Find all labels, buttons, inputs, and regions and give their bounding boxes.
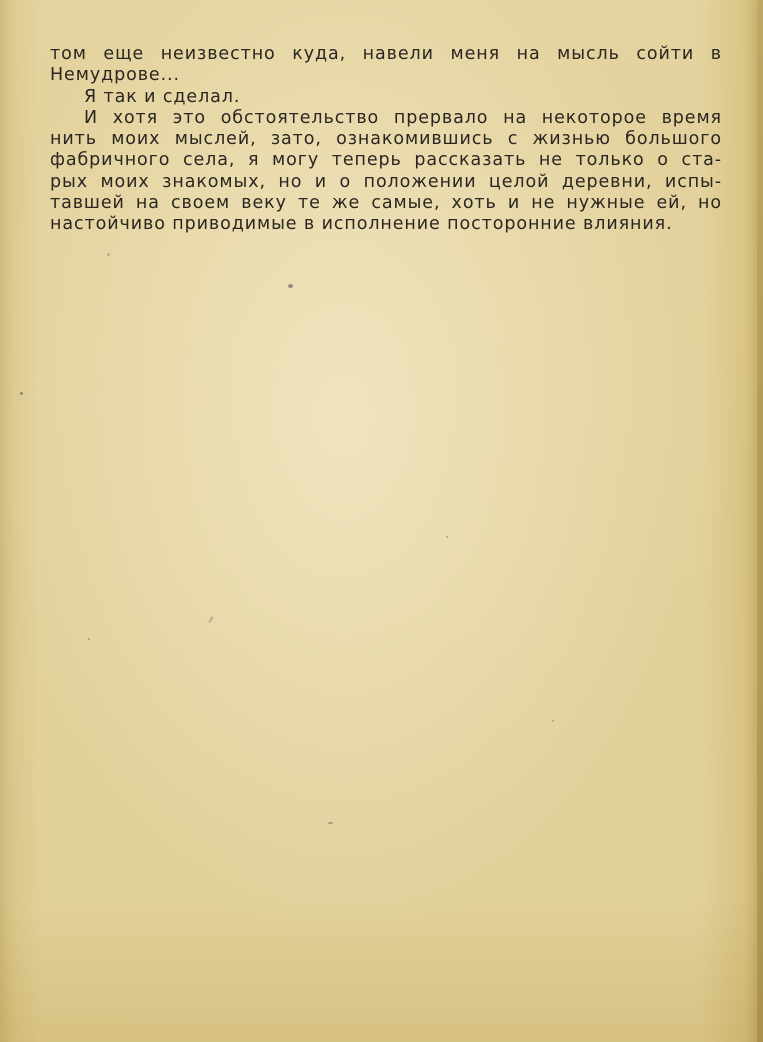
text-line: настойчиво приводимые в исполнение посторонние влияния. xyxy=(50,214,673,235)
text-line: фабричного села, я могу теперь рассказать не только о ста- xyxy=(50,150,722,171)
paper-speck xyxy=(328,822,333,824)
body-text xyxy=(50,44,722,236)
paper-speck xyxy=(88,638,90,640)
text-line: тавшей на своем веку те же самые, хоть и не нужные ей, но xyxy=(50,193,722,214)
text-line: нить моих мыслей, зато, ознакомившись с жизнью большого xyxy=(50,129,722,150)
paper-speck xyxy=(20,392,23,395)
paper-speck xyxy=(446,536,448,538)
paper-speck xyxy=(107,253,110,256)
paper-speck xyxy=(208,616,214,623)
text-line: том еще неизвестно куда, навели меня на мысль сойти в xyxy=(50,44,722,64)
page-edge-shadow xyxy=(757,0,763,1042)
text-line: рых моих знакомых, но и о положении целой деревни, испы- xyxy=(50,171,722,192)
paper-speck xyxy=(288,284,293,288)
text-line: Я так и сделал. xyxy=(84,86,241,107)
paper-speck xyxy=(552,720,554,722)
text-line: И хотя это обстоятельство прервало на некоторое время xyxy=(84,107,722,128)
text-line: Немудрове... xyxy=(50,65,180,86)
